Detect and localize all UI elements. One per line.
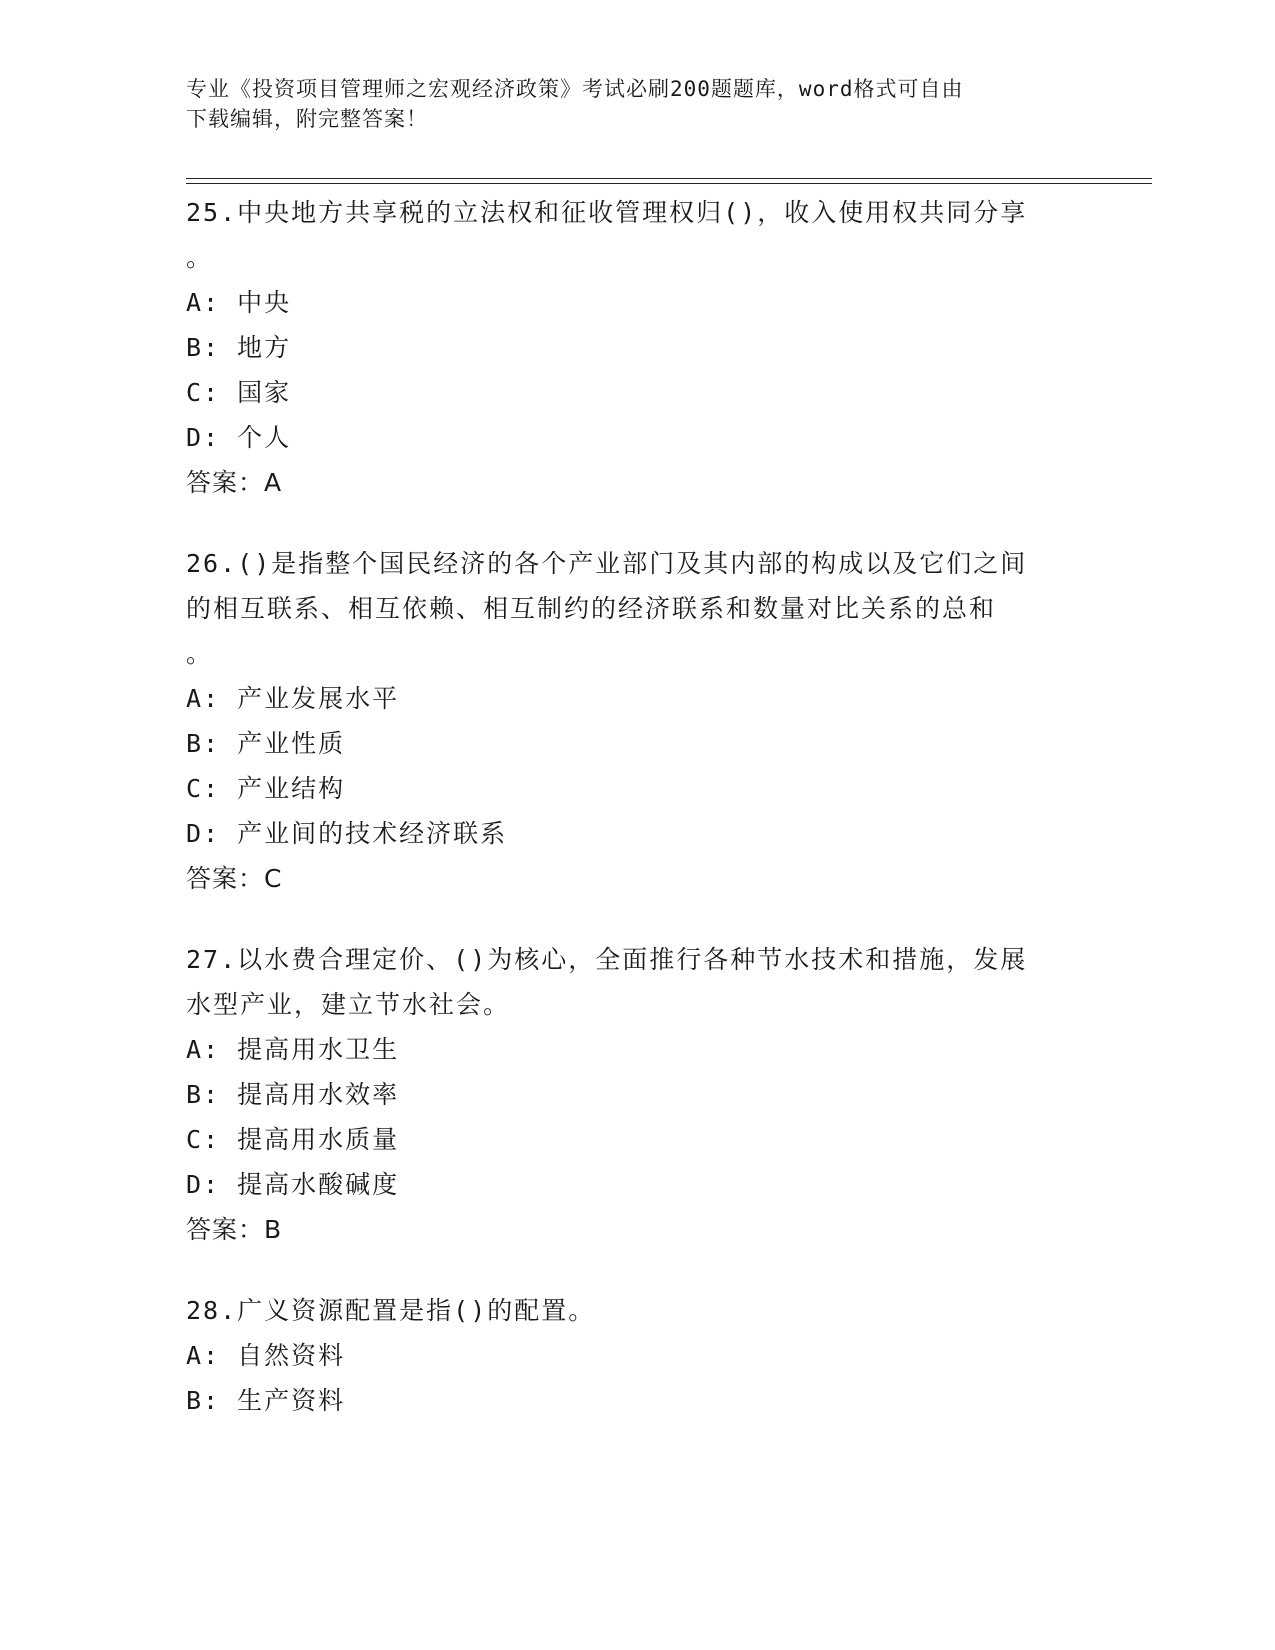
option-c: C: 产业结构 bbox=[186, 774, 346, 803]
question-26 bbox=[186, 541, 1086, 901]
document-header bbox=[186, 74, 1066, 134]
question-stem bbox=[186, 1288, 1086, 1333]
header-divider-top bbox=[186, 178, 1152, 179]
answer-line: 答案：B bbox=[186, 1215, 283, 1244]
answer-line: 答案：A bbox=[186, 468, 283, 497]
option-a: A: 中央 bbox=[186, 288, 292, 317]
option-b: B: 生产资料 bbox=[186, 1386, 346, 1415]
stem-line: 25.中央地方共享税的立法权和征收管理权归()，收入使用权共同分享 bbox=[186, 198, 1028, 227]
stem-line: 水型产业，建立节水社会。 bbox=[186, 990, 511, 1019]
stem-line: 的相互联系、相互依赖、相互制约的经济联系和数量对比关系的总和 bbox=[186, 594, 997, 623]
stem-line: 27.以水费合理定价、()为核心，全面推行各种节水技术和措施，发展 bbox=[186, 945, 1028, 974]
question-27 bbox=[186, 937, 1086, 1252]
question-25 bbox=[186, 190, 1086, 505]
stem-line: 28.广义资源配置是指()的配置。 bbox=[186, 1296, 596, 1325]
option-b: B: 产业性质 bbox=[186, 729, 346, 758]
answer-line: 答案：C bbox=[186, 864, 283, 893]
stem-line: 26.()是指整个国民经济的各个产业部门及其内部的构成以及它们之间 bbox=[186, 549, 1028, 578]
header-line-1: 专业《投资项目管理师之宏观经济政策》考试必刷200题题库，word格式可自由 bbox=[186, 77, 964, 101]
stem-line: 。 bbox=[186, 639, 214, 668]
question-list bbox=[186, 190, 1086, 1459]
option-b: B: 地方 bbox=[186, 333, 292, 362]
option-d: D: 产业间的技术经济联系 bbox=[186, 819, 508, 848]
stem-line: 。 bbox=[186, 243, 214, 272]
question-stem bbox=[186, 541, 1086, 676]
question-stem bbox=[186, 937, 1086, 1027]
option-d: D: 个人 bbox=[186, 423, 292, 452]
option-c: C: 提高用水质量 bbox=[186, 1125, 400, 1154]
question-stem bbox=[186, 190, 1086, 280]
question-28 bbox=[186, 1288, 1086, 1423]
option-a: A: 产业发展水平 bbox=[186, 684, 400, 713]
option-b: B: 提高用水效率 bbox=[186, 1080, 400, 1109]
option-d: D: 提高水酸碱度 bbox=[186, 1170, 400, 1199]
header-line-2: 下载编辑，附完整答案！ bbox=[186, 107, 428, 131]
option-a: A: 自然资料 bbox=[186, 1341, 346, 1370]
header-divider-bottom bbox=[186, 183, 1152, 184]
option-c: C: 国家 bbox=[186, 378, 292, 407]
option-a: A: 提高用水卫生 bbox=[186, 1035, 400, 1064]
